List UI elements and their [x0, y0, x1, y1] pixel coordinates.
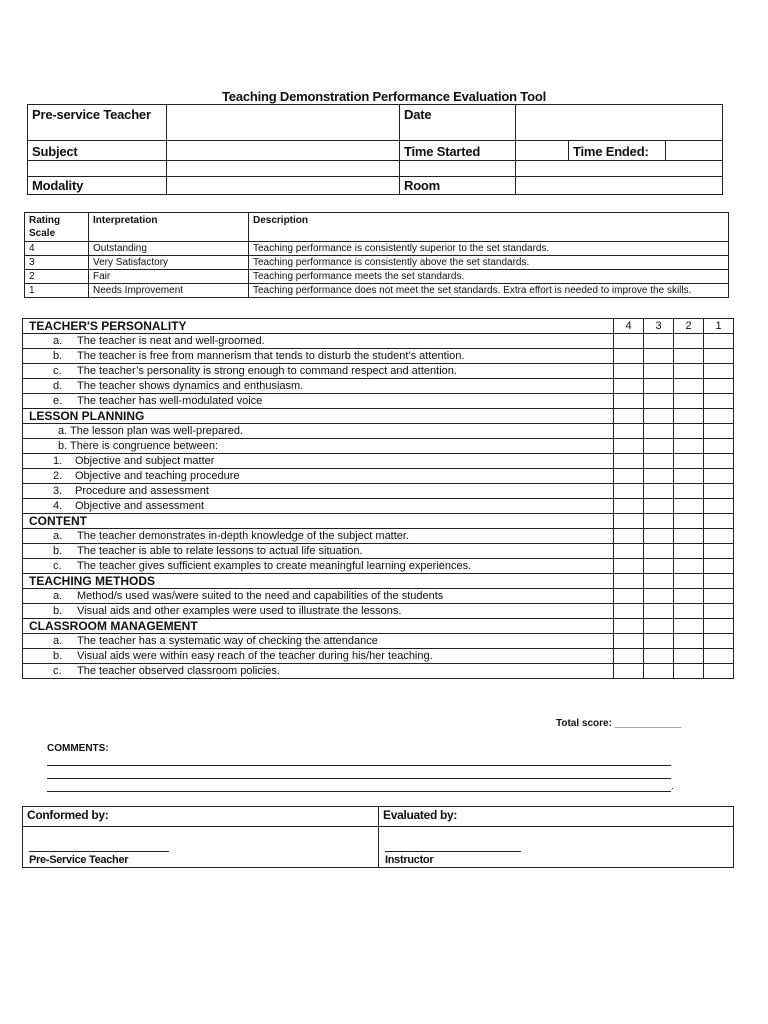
category-row	[23, 514, 734, 529]
spacer-cell	[400, 161, 516, 177]
score-header: 2	[674, 319, 704, 334]
score-cell[interactable]	[614, 439, 644, 454]
score-cell[interactable]	[674, 649, 704, 664]
criterion-statement: Visual aids were within easy reach of the teacher during his/her teaching.	[77, 650, 433, 662]
score-cell[interactable]	[614, 589, 644, 604]
criterion-row	[23, 469, 734, 484]
criterion-statement: Procedure and assessment	[75, 485, 209, 497]
score-cell[interactable]	[644, 574, 674, 589]
time-ended-label: Time Ended:	[569, 141, 666, 161]
score-cell[interactable]	[644, 559, 674, 574]
category-title: CONTENT	[23, 514, 614, 529]
modality-field[interactable]	[167, 177, 400, 195]
score-cell[interactable]	[644, 634, 674, 649]
category-title: CLASSROOM MANAGEMENT	[23, 619, 614, 634]
score-cell[interactable]	[704, 424, 734, 439]
comment-end-mark: .	[671, 781, 674, 792]
score-cell[interactable]	[674, 394, 704, 409]
score-cell[interactable]	[704, 559, 734, 574]
score-cell[interactable]	[644, 454, 674, 469]
score-cell[interactable]	[674, 424, 704, 439]
criterion-text	[23, 634, 614, 649]
score-cell[interactable]	[644, 604, 674, 619]
score-cell[interactable]	[614, 484, 644, 499]
criterion-label: b.	[53, 650, 63, 662]
score-cell[interactable]	[644, 514, 674, 529]
score-cell[interactable]	[704, 544, 734, 559]
score-cell[interactable]	[644, 544, 674, 559]
criterion-text	[23, 349, 614, 364]
criterion-statement: Objective and subject matter	[75, 455, 215, 467]
score-cell[interactable]	[704, 484, 734, 499]
rating-value: 3	[25, 256, 89, 270]
score-cell[interactable]	[674, 544, 704, 559]
rating-row	[25, 270, 729, 284]
form-title: Teaching Demonstration Performance Evaluation Tool	[222, 89, 546, 104]
rating-row	[25, 284, 729, 298]
criterion-row	[23, 349, 734, 364]
category-title: TEACHER'S PERSONALITY	[23, 319, 614, 334]
criterion-text	[23, 664, 614, 679]
score-cell[interactable]	[614, 634, 644, 649]
spacer-cell	[167, 161, 400, 177]
rating-value: 1	[25, 284, 89, 298]
criterion-statement: The teacher shows dynamics and enthusiasm.	[77, 380, 304, 392]
score-cell[interactable]	[614, 604, 644, 619]
rating-description: Teaching performance is consistently superior to the set standards.	[249, 242, 729, 256]
evaluated-by-label: Evaluated by:	[379, 807, 734, 827]
rating-scale-table	[24, 212, 729, 298]
score-cell[interactable]	[674, 334, 704, 349]
score-cell[interactable]	[674, 499, 704, 514]
criterion-label: c.	[53, 560, 62, 572]
rating-value: 4	[25, 242, 89, 256]
criterion-statement: The teacher has a systematic way of checking the attendance	[77, 635, 378, 647]
rating-interpretation: Fair	[89, 270, 249, 284]
interpretation-header: Interpretation	[89, 213, 249, 242]
score-cell[interactable]	[644, 409, 674, 424]
criterion-label: 3.	[53, 485, 63, 497]
score-cell[interactable]	[614, 529, 644, 544]
score-cell[interactable]	[614, 394, 644, 409]
criterion-row	[23, 394, 734, 409]
time-started-label: Time Started	[400, 141, 516, 161]
rating-interpretation: Very Satisfactory	[89, 256, 249, 270]
score-cell[interactable]	[674, 364, 704, 379]
score-cell[interactable]	[704, 649, 734, 664]
score-cell[interactable]	[614, 454, 644, 469]
criterion-statement: The teacher has well-modulated voice	[77, 395, 263, 407]
pre-service-teacher-signature-label: Pre-Service Teacher	[29, 854, 129, 866]
score-cell[interactable]	[614, 574, 644, 589]
criterion-row	[23, 589, 734, 604]
criterion-row	[23, 634, 734, 649]
criterion-row	[23, 454, 734, 469]
spacer-cell	[28, 161, 167, 177]
criterion-label: e.	[53, 395, 63, 407]
score-cell[interactable]	[614, 559, 644, 574]
rating-description: Teaching performance does not meet the set standards. Extra effort is needed to improve the skills.	[249, 284, 729, 298]
date-field[interactable]	[516, 105, 723, 141]
criterion-label: b.	[53, 350, 63, 362]
score-header: 1	[704, 319, 734, 334]
rating-row	[25, 256, 729, 270]
score-cell[interactable]	[644, 484, 674, 499]
score-cell[interactable]	[674, 634, 704, 649]
criterion-label: a.	[53, 590, 63, 602]
criterion-label: c.	[53, 365, 62, 377]
rating-interpretation: Outstanding	[89, 242, 249, 256]
criterion-label: a.	[53, 635, 63, 647]
criterion-statement: The teacher demonstrates in-depth knowledge of the subject matter.	[77, 530, 410, 542]
criterion-statement: Objective and assessment	[75, 500, 205, 512]
score-cell[interactable]	[704, 349, 734, 364]
criterion-row	[23, 439, 734, 454]
criterion-row	[23, 424, 734, 439]
criterion-text: b. There is congruence between:	[23, 439, 614, 454]
criterion-row	[23, 604, 734, 619]
criterion-label: b.	[53, 545, 63, 557]
criterion-statement: The teacher’s personality is strong enough to command respect and attention.	[77, 365, 457, 377]
score-cell[interactable]	[674, 514, 704, 529]
score-cell[interactable]	[674, 454, 704, 469]
score-cell[interactable]	[644, 424, 674, 439]
criterion-statement: Visual aids and other examples were used to illustrate the lessons.	[77, 605, 402, 617]
criterion-statement: Objective and teaching procedure	[75, 470, 240, 482]
criterion-label: a.	[53, 530, 63, 542]
score-cell[interactable]	[644, 334, 674, 349]
score-cell[interactable]	[644, 469, 674, 484]
subject-field[interactable]	[167, 141, 400, 161]
criterion-statement: The teacher is free from mannerism that tends to disturb the student’s attention.	[77, 350, 465, 362]
criterion-statement: The teacher gives sufficient examples to create meaningful learning experiences.	[77, 560, 472, 572]
score-cell[interactable]	[704, 364, 734, 379]
criterion-text	[23, 334, 614, 349]
score-cell[interactable]	[704, 589, 734, 604]
category-row	[23, 319, 734, 334]
score-cell[interactable]	[704, 394, 734, 409]
score-cell[interactable]	[614, 349, 644, 364]
criterion-row	[23, 334, 734, 349]
score-cell[interactable]	[704, 454, 734, 469]
criterion-label: b.	[53, 605, 63, 617]
modality-label: Modality	[28, 177, 167, 195]
score-cell[interactable]	[704, 529, 734, 544]
comment-line[interactable]	[47, 778, 671, 779]
criterion-text	[23, 379, 614, 394]
comments-label: COMMENTS:	[47, 743, 109, 754]
room-field[interactable]	[516, 177, 723, 195]
score-cell[interactable]	[614, 469, 644, 484]
score-cell[interactable]	[674, 559, 704, 574]
criterion-text	[23, 469, 614, 484]
criterion-label: 1.	[53, 455, 63, 467]
comment-line[interactable]	[47, 791, 671, 792]
criterion-text	[23, 529, 614, 544]
score-cell[interactable]	[704, 334, 734, 349]
info-table	[27, 104, 723, 195]
criterion-row	[23, 499, 734, 514]
score-cell[interactable]	[674, 469, 704, 484]
total-score: Total score: ____________	[556, 718, 682, 729]
criterion-statement: The teacher observed classroom policies.	[77, 665, 280, 677]
category-row	[23, 574, 734, 589]
criterion-label: a.	[53, 335, 63, 347]
criterion-text	[23, 454, 614, 469]
score-cell[interactable]	[704, 664, 734, 679]
score-header: 3	[644, 319, 674, 334]
score-cell[interactable]	[614, 409, 644, 424]
spacer-cell	[516, 161, 723, 177]
criterion-statement: The teacher is neat and well-groomed.	[77, 335, 265, 347]
score-cell[interactable]	[674, 409, 704, 424]
criteria-table	[22, 318, 734, 679]
score-cell[interactable]	[674, 589, 704, 604]
conformed-by-label: Conformed by:	[23, 807, 379, 827]
criterion-text	[23, 604, 614, 619]
criterion-row	[23, 379, 734, 394]
score-cell[interactable]	[614, 544, 644, 559]
criterion-row	[23, 364, 734, 379]
criterion-statement: Method/s used was/were suited to the need and capabilities of the students	[77, 590, 444, 602]
score-cell[interactable]	[704, 409, 734, 424]
criterion-text	[23, 559, 614, 574]
score-cell[interactable]	[674, 484, 704, 499]
score-cell[interactable]	[704, 619, 734, 634]
pre-service-signature-cell[interactable]	[23, 827, 379, 868]
criterion-text: a. The lesson plan was well-prepared.	[23, 424, 614, 439]
score-cell[interactable]	[644, 649, 674, 664]
score-cell[interactable]	[674, 439, 704, 454]
criterion-row	[23, 664, 734, 679]
time-started-field[interactable]	[516, 141, 569, 161]
score-cell[interactable]	[704, 499, 734, 514]
score-cell[interactable]	[674, 574, 704, 589]
score-cell[interactable]	[644, 394, 674, 409]
score-cell[interactable]	[644, 349, 674, 364]
criterion-label: c.	[53, 665, 62, 677]
score-cell[interactable]	[614, 514, 644, 529]
score-cell[interactable]	[614, 619, 644, 634]
score-cell[interactable]	[674, 619, 704, 634]
score-cell[interactable]	[704, 439, 734, 454]
score-cell[interactable]	[614, 649, 644, 664]
score-cell[interactable]	[674, 529, 704, 544]
criterion-text	[23, 394, 614, 409]
criterion-label: 2.	[53, 470, 63, 482]
subject-label: Subject	[28, 141, 167, 161]
score-cell[interactable]	[614, 364, 644, 379]
time-ended-field[interactable]	[666, 141, 723, 161]
rating-interpretation: Needs Improvement	[89, 284, 249, 298]
category-row	[23, 409, 734, 424]
criterion-row	[23, 649, 734, 664]
category-row	[23, 619, 734, 634]
score-cell[interactable]	[614, 334, 644, 349]
rating-value: 2	[25, 270, 89, 284]
score-cell[interactable]	[644, 379, 674, 394]
instructor-signature-label: Instructor	[385, 854, 434, 866]
category-title: LESSON PLANNING	[23, 409, 614, 424]
score-cell[interactable]	[704, 634, 734, 649]
score-cell[interactable]	[614, 424, 644, 439]
criterion-statement: The teacher is able to relate lessons to actual life situation.	[77, 545, 363, 557]
criterion-text	[23, 484, 614, 499]
criterion-row	[23, 484, 734, 499]
criterion-text	[23, 364, 614, 379]
score-cell[interactable]	[704, 469, 734, 484]
pre-service-teacher-label: Pre-service Teacher	[28, 105, 167, 141]
criterion-text	[23, 589, 614, 604]
score-cell[interactable]	[674, 379, 704, 394]
criterion-row	[23, 529, 734, 544]
score-cell[interactable]	[614, 664, 644, 679]
score-cell[interactable]	[644, 499, 674, 514]
score-cell[interactable]	[614, 499, 644, 514]
criterion-row	[23, 544, 734, 559]
score-cell[interactable]	[644, 589, 674, 604]
room-label: Room	[400, 177, 516, 195]
score-cell[interactable]	[674, 349, 704, 364]
rating-scale-header: Rating Scale	[25, 213, 89, 242]
criterion-text	[23, 649, 614, 664]
category-title: TEACHING METHODS	[23, 574, 614, 589]
criterion-row	[23, 559, 734, 574]
signature-line	[385, 851, 521, 852]
criterion-label: d.	[53, 380, 63, 392]
date-label: Date	[400, 105, 516, 141]
rating-description: Teaching performance meets the set standards.	[249, 270, 729, 284]
signature-table	[22, 806, 734, 868]
score-cell[interactable]	[614, 379, 644, 394]
instructor-signature-cell[interactable]	[379, 827, 734, 868]
score-cell[interactable]	[644, 529, 674, 544]
score-cell[interactable]	[704, 604, 734, 619]
score-cell[interactable]	[644, 439, 674, 454]
signature-line	[29, 851, 169, 852]
description-header: Description	[249, 213, 729, 242]
criterion-label: 4.	[53, 500, 63, 512]
comment-line[interactable]	[47, 765, 671, 766]
score-cell[interactable]	[644, 664, 674, 679]
criterion-text	[23, 544, 614, 559]
score-cell[interactable]	[674, 604, 704, 619]
score-cell[interactable]	[704, 574, 734, 589]
rating-description: Teaching performance is consistently above the set standards.	[249, 256, 729, 270]
rating-row	[25, 242, 729, 256]
criterion-text	[23, 499, 614, 514]
score-cell[interactable]	[674, 664, 704, 679]
score-cell[interactable]	[704, 514, 734, 529]
pre-service-teacher-field[interactable]	[167, 105, 400, 141]
score-cell[interactable]	[704, 379, 734, 394]
score-cell[interactable]	[644, 619, 674, 634]
score-cell[interactable]	[644, 364, 674, 379]
score-header: 4	[614, 319, 644, 334]
